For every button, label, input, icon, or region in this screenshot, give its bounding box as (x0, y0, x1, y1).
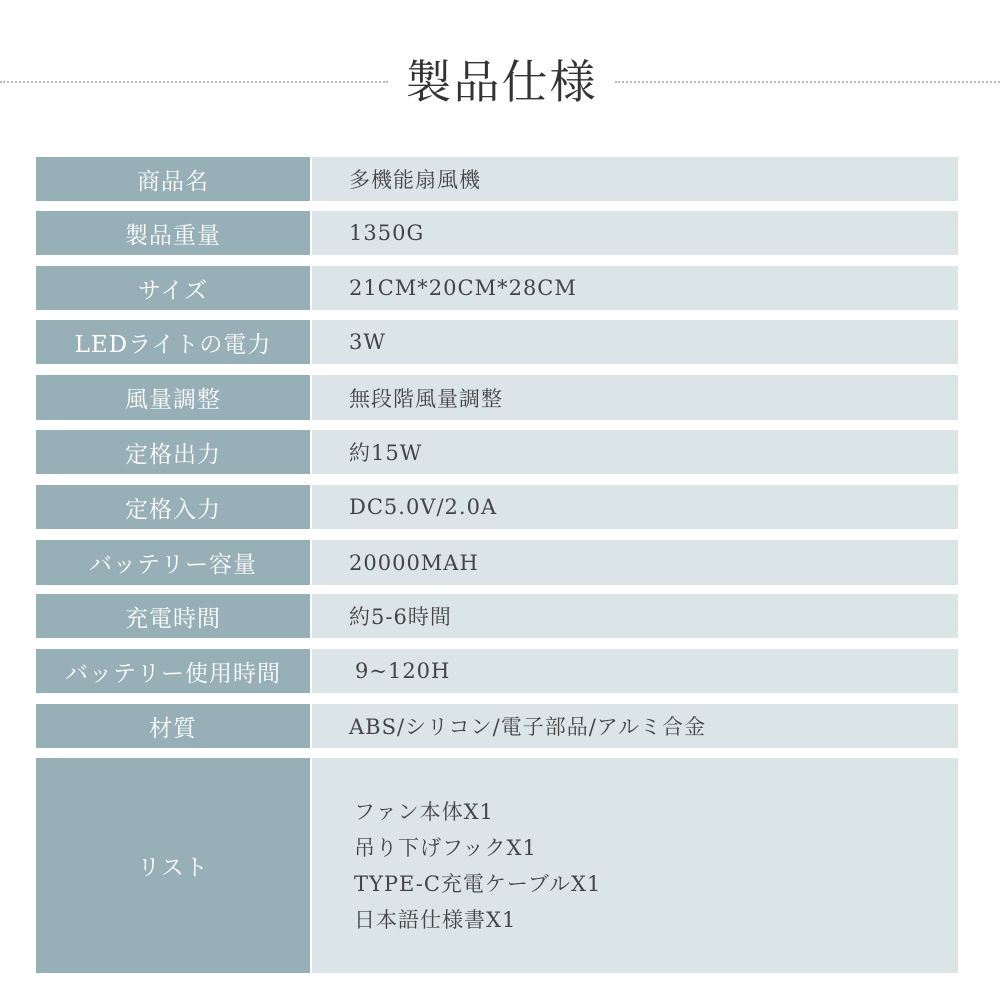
spec-label: 定格出力 (36, 430, 310, 474)
spec-label: バッテリー容量 (36, 540, 310, 585)
list-item: TYPE-C充電ケーブルX1 (354, 871, 602, 896)
title-header (0, 52, 1000, 112)
spec-row-material (36, 704, 958, 748)
spec-label: LEDライトの電力 (36, 320, 310, 364)
spec-value: 約15W (312, 430, 958, 474)
spec-value: 9~120H (312, 649, 958, 693)
spec-row-product-name (36, 157, 958, 201)
list-item: 日本語仕様書X1 (354, 907, 517, 932)
spec-row-battery-capacity (36, 540, 958, 585)
title-divider-left (0, 81, 388, 83)
package-list (312, 758, 958, 973)
spec-row-battery-runtime (36, 649, 958, 693)
spec-value: ABS/シリコン/電子部品/アルミ合金 (312, 704, 958, 748)
spec-value: 約5-6時間 (312, 594, 958, 638)
spec-row-rated-input (36, 485, 958, 529)
title-divider-right (615, 81, 1000, 83)
spec-row-weight (36, 211, 958, 255)
spec-value: 20000MAH (312, 540, 958, 585)
spec-value: 多機能扇風機 (312, 157, 958, 201)
spec-row-size (36, 266, 958, 310)
spec-label: 材質 (36, 704, 310, 748)
spec-label: バッテリー使用時間 (36, 649, 310, 693)
spec-label: 充電時間 (36, 594, 310, 638)
spec-label: 製品重量 (36, 211, 310, 255)
spec-value: DC5.0V/2.0A (312, 485, 958, 529)
spec-value: 無段階風量調整 (312, 375, 958, 420)
spec-row-package-list (36, 758, 958, 973)
spec-value: 21CM*20CM*28CM (312, 266, 958, 310)
spec-label: 定格入力 (36, 485, 310, 529)
spec-label: 商品名 (36, 157, 310, 201)
spec-label: 風量調整 (36, 375, 310, 420)
spec-label: リスト (36, 758, 310, 973)
spec-value: 1350G (312, 211, 958, 255)
spec-label: サイズ (36, 266, 310, 310)
spec-row-charging-time (36, 594, 958, 638)
spec-value: 3W (312, 320, 958, 364)
list-item: 吊り下げフックX1 (354, 835, 537, 860)
spec-row-airflow (36, 375, 958, 420)
spec-row-led-power (36, 320, 958, 364)
spec-row-rated-output (36, 430, 958, 474)
list-item: ファン本体X1 (354, 799, 494, 824)
page-title: 製品仕様 (405, 55, 598, 109)
